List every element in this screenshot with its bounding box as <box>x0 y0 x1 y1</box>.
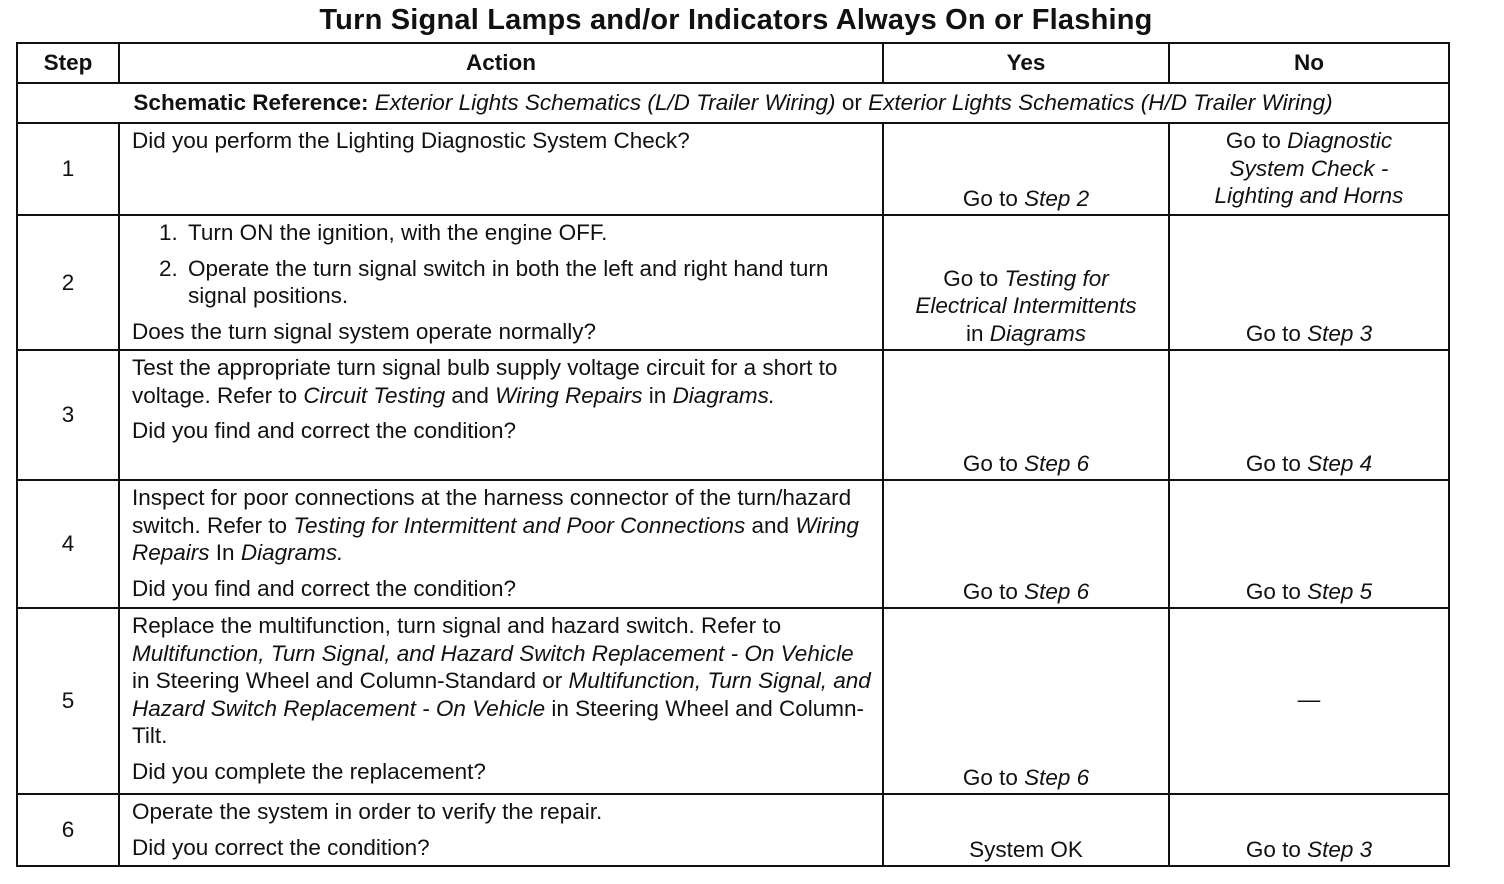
step-number: 1 <box>17 123 119 215</box>
header-yes: Yes <box>883 43 1169 83</box>
schematic-or: or <box>841 90 862 116</box>
go-to-text: Go to <box>962 764 1018 790</box>
action-cell <box>119 123 883 215</box>
action-instruction <box>132 612 872 750</box>
schematic-ref-light-duty: Exterior Lights Schematics (L/D Trailer Wiring) <box>374 90 836 116</box>
yes-cell <box>883 794 1169 866</box>
yes-link: Step 6 <box>1024 578 1090 604</box>
no-link: Step 3 <box>1307 320 1373 346</box>
no-link: Step 5 <box>1307 578 1373 604</box>
in-text: In <box>215 540 235 565</box>
schematic-reference <box>17 83 1449 123</box>
no-link-part-2: System Check - <box>1229 155 1389 181</box>
reference-link: Multifunction, Turn Signal, and Hazard Switch Replacement - On Vehicle <box>132 668 871 721</box>
go-to-text: Go to <box>962 578 1018 604</box>
step-row-1 <box>17 123 1449 215</box>
procedure-list <box>132 219 872 310</box>
action-cell <box>119 794 883 866</box>
go-to-text: Go to <box>943 265 999 291</box>
action-instruction <box>132 354 872 409</box>
step-question: Did you find and correct the condition? <box>132 575 516 601</box>
reference-link: Testing for Intermittent and Poor Connections <box>293 512 746 538</box>
instruction-text: Inspect for poor connections at the harness connector of the turn/hazard switch. Refer to <box>132 485 852 538</box>
instruction-text: Replace the multifunction, turn signal and hazard switch. Refer to <box>132 613 782 638</box>
no-cell <box>1169 123 1449 215</box>
schematic-row <box>17 83 1449 123</box>
yes-text: System OK <box>969 836 1083 862</box>
no-dash: — <box>1297 687 1321 713</box>
diagnostic-table <box>16 42 1450 867</box>
yes-in-text: in <box>965 320 984 346</box>
and-text: and <box>451 382 489 408</box>
yes-cell <box>883 480 1169 608</box>
reference-link: Multifunction, Turn Signal, and Hazard Switch Replacement - On Vehicle <box>132 640 854 666</box>
header-row <box>17 43 1449 83</box>
reference-link: Circuit Testing <box>303 382 446 408</box>
go-to-text: Go to <box>1245 450 1301 476</box>
reference-link: Wiring Repairs <box>132 512 859 565</box>
yes-cell <box>883 608 1169 794</box>
reference-link: Diagrams. <box>240 540 344 565</box>
action-cell <box>119 215 883 350</box>
no-cell <box>1169 215 1449 350</box>
yes-link: Step 6 <box>1024 450 1090 476</box>
go-to-text: Go to <box>1245 578 1301 604</box>
procedure-item: 1. Turn ON the ignition, with the engine OFF. <box>184 219 872 247</box>
yes-link-part-3: Diagrams <box>989 320 1087 346</box>
step-row-3 <box>17 350 1449 480</box>
procedure-item: 2. Operate the turn signal switch in both the left and right hand turn signal positions. <box>184 255 872 310</box>
yes-cell <box>883 123 1169 215</box>
go-to-text: Go to <box>962 185 1018 211</box>
step-row-6 <box>17 794 1449 866</box>
no-cell <box>1169 350 1449 480</box>
instruction-text: Test the appropriate turn signal bulb supply voltage circuit for a short to voltage. Refer to <box>132 355 838 408</box>
yes-link-part-1: Testing for <box>1004 265 1109 291</box>
header-step: Step <box>17 43 119 83</box>
go-to-text: Go to <box>1245 836 1301 862</box>
no-link: Step 3 <box>1307 836 1373 862</box>
no-cell <box>1169 608 1449 794</box>
go-to-text: Go to <box>1245 320 1301 346</box>
yes-cell <box>883 215 1169 350</box>
yes-cell <box>883 350 1169 480</box>
action-cell <box>119 350 883 480</box>
step-question: Did you correct the condition? <box>132 834 430 860</box>
step-question: Did you complete the replacement? <box>132 758 486 784</box>
step-number: 3 <box>17 350 119 480</box>
action-cell <box>119 480 883 608</box>
in-text: in <box>648 382 667 408</box>
reference-link: Wiring Repairs <box>495 382 643 408</box>
step-number: 5 <box>17 608 119 794</box>
yes-link: Step 2 <box>1024 185 1090 211</box>
action-instruction: Operate the system in order to verify the repair. <box>132 799 603 824</box>
go-to-text: Go to <box>962 450 1018 476</box>
no-cell <box>1169 794 1449 866</box>
step-question: Did you find and correct the condition? <box>132 418 516 443</box>
action-instruction <box>132 484 872 567</box>
step-number: 6 <box>17 794 119 866</box>
no-link-part-3: Lighting and Horns <box>1214 183 1404 208</box>
and-text: and <box>751 512 790 538</box>
reference-link: Diagrams. <box>672 382 776 408</box>
step-row-2 <box>17 215 1449 350</box>
no-link: Step 4 <box>1307 450 1373 476</box>
in-text: in Steering Wheel and Column-Tilt. <box>132 695 865 748</box>
header-no: No <box>1169 43 1449 83</box>
action-cell <box>119 608 883 794</box>
go-to-text: Go to <box>1225 128 1281 153</box>
in-text: in Steering Wheel and Column-Standard or <box>132 668 563 693</box>
schematic-ref-heavy-duty: Exterior Lights Schematics (H/D Trailer Wiring) <box>868 90 1333 116</box>
yes-link: Step 6 <box>1024 764 1090 790</box>
no-cell <box>1169 480 1449 608</box>
step-number: 4 <box>17 480 119 608</box>
step-question: Does the turn signal system operate normally? <box>132 318 596 344</box>
header-action: Action <box>119 43 883 83</box>
step-row-4 <box>17 480 1449 608</box>
schematic-label: Schematic Reference: <box>133 90 369 116</box>
no-link-part-1: Diagnostic <box>1287 128 1393 153</box>
step-row-5 <box>17 608 1449 794</box>
step-question: Did you perform the Lighting Diagnostic System Check? <box>132 128 690 153</box>
step-number: 2 <box>17 215 119 350</box>
page-title: Turn Signal Lamps and/or Indicators Always On or Flashing <box>319 4 1153 36</box>
yes-link-part-2: Electrical Intermittents <box>915 293 1137 318</box>
